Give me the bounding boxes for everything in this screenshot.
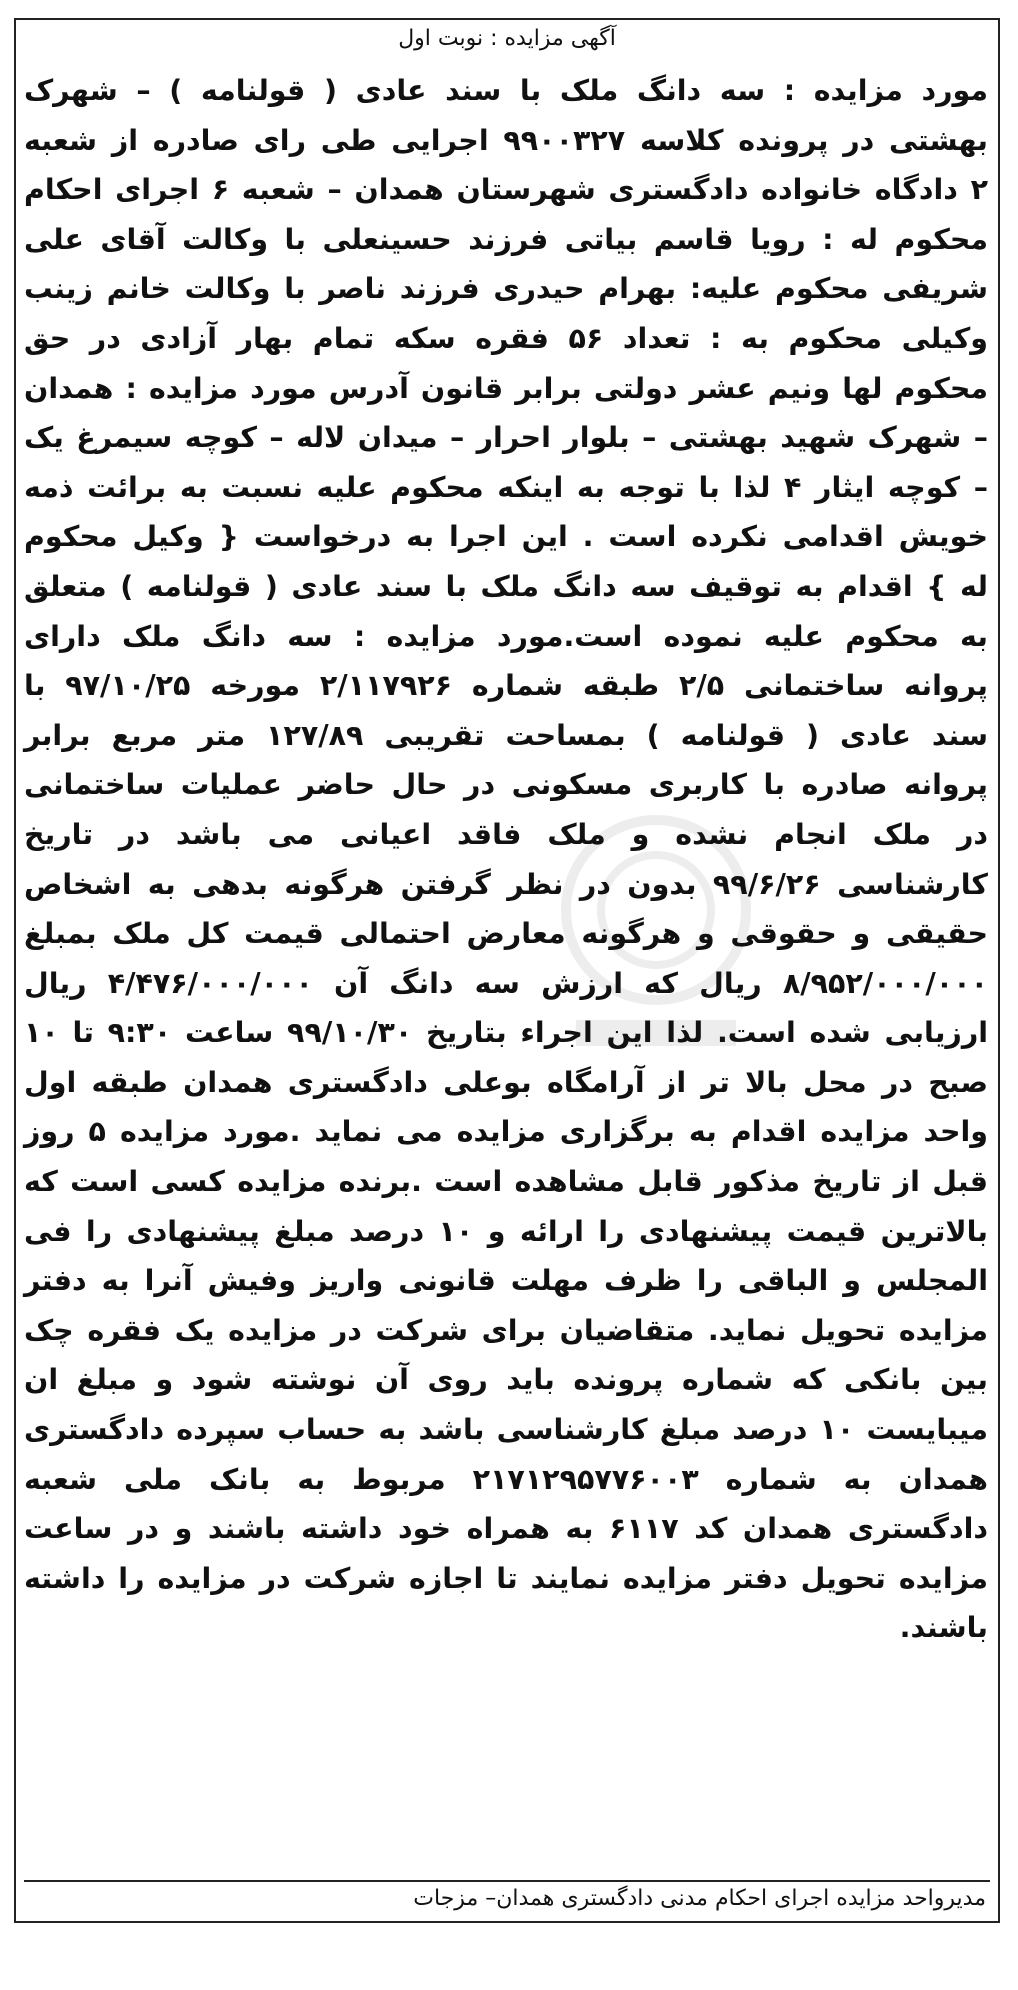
notice-body: مورد مزایده : سه دانگ ملک با سند عادی ( قولنامه ) – شهرک بهشتی در پرونده کلاسه ۹۹۰۰۳۲۷ اجرایی طی رای صادره از شعبه ۲ دادگاه خانواده دادگستری شهرستان همدان – شعبه ۶ اجرای احکام محکوم له : رویا قاسم بیاتی فرزند حسینعلی با وکالت آقای علی شریفی محکوم علیه: بهرام حیدری فرزند ناصر با وکالت خانم زینب وکیلی محکوم به : تعداد ۵۶ فقره سکه تمام بهار آزادی در حق محکوم لها ونیم عشر دولتی برابر قانون آدرس مورد مزایده : همدان – شهرک شهید بهشتی – بلوار احرار – میدان لاله – کوچه سیمرغ یک – کوچه ایثار ۴ لذا با توجه به اینکه محکوم علیه نسبت به برائت ذمه خویش اقدامی نکرده است . این اجرا به درخواست { وکیل محکوم له } اقدام به توقیف سه دانگ ملک با سند عادی ( قولنامه ) متعلق به محکوم علیه نموده است.مورد مزایده : سه دانگ ملک دارای پروانه ساختمانی ۲/۵ طبقه شماره ۲/۱۱۷۹۲۶ مورخه ۹۷/۱۰/۲۵ با سند عادی ( قولنامه ) بمساحت تقریبی ۱۲۷/۸۹ متر مربع برابر پروانه صادره با کاربری مسکونی در حال حاضر عملیات ساختمانی در ملک انجام نشده و ملک فاقد اعیانی می باشد در تاریخ کارشناسی ۹۹/۶/۲۶ بدون در نظر گرفتن هرگونه بدهی به اشخاص حقیقی و حقوقی و هرگونه معارض احتمالی قیمت کل ملک بمبلغ ۸/۹۵۲/۰۰۰/۰۰۰ ریال که ارزش سه دانگ آن ۴/۴۷۶/۰۰۰/۰۰۰ ریال ارزیابی شده است. لذا این اجراء بتاریخ ۹۹/۱۰/۳۰ ساعت ۹:۳۰ تا ۱۰ صبح در محل بالا تر از آرامگاه بوعلی دادگستری همدان طبقه اول واحد مزایده اقدام به برگزاری مزایده می نماید .مورد مزایده ۵ روز قبل از تاریخ مذکور قابل مشاهده است .برنده مزایده کسی است که بالاترین قیمت پیشنهادی را ارائه و ۱۰ درصد مبلغ پیشنهادی را فی المجلس و الباقی را ظرف مهلت قانونی واریز وفیش آنرا به دفتر مزایده تحویل نماید. متقاضیان برای شرکت در مزایده یک فقره چک بین بانکی که شماره پرونده باید روی آن نوشته شود و مبلغ ان میبایست ۱۰ درصد مبلغ کارشناسی باشد به حساب سپرده دادگستری همدان به شماره ۲۱۷۱۲۹۵۷۷۶۰۰۳ مربوط به بانک ملی شعبه دادگستری همدان کد ۶۱۱۷ به همراه خود داشته باشند و در ساعت مزایده تحویل دفتر مزایده نمایند تا اجازه شرکت در مزایده را داشته باشند. — [24, 74, 989, 1645]
notice-signature: مدیرواحد مزایده اجرای احکام مدنی دادگستری همدان– مزجات — [413, 1886, 986, 1911]
footer-divider — [24, 1880, 990, 1882]
notice-title: آگهی مزایده : نوبت اول — [398, 26, 616, 51]
auction-notice — [14, 18, 1000, 1923]
